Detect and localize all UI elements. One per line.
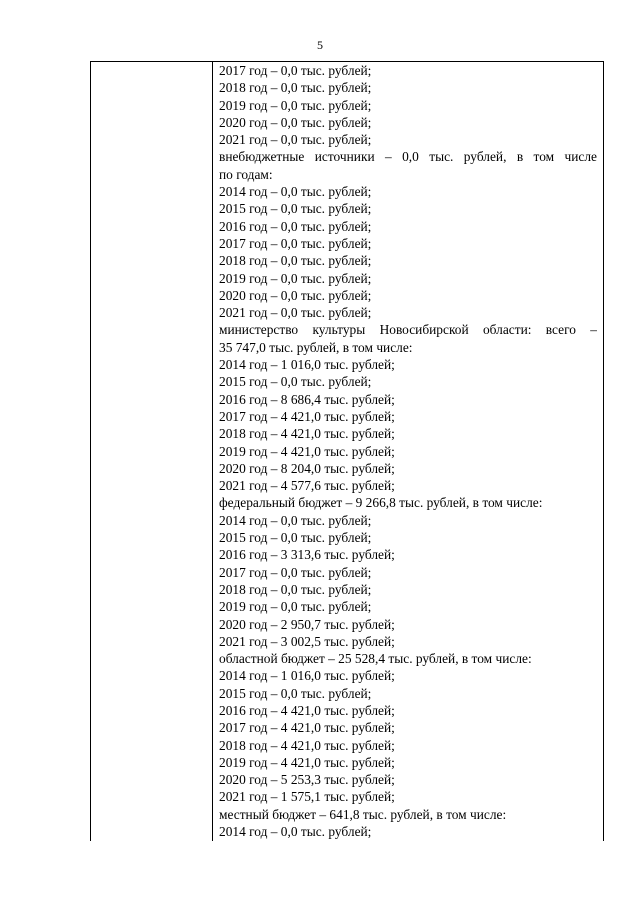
text-line: 2014 год – 1 016,0 тыс. рублей;: [219, 668, 395, 684]
text-line: 2015 год – 0,0 тыс. рублей;: [219, 685, 372, 701]
text-line: 2021 год – 3 002,5 тыс. рублей;: [219, 633, 395, 649]
text-line: министерство культуры Новосибирской области: всего –: [219, 322, 597, 338]
text-line: 2017 год – 0,0 тыс. рублей;: [219, 235, 372, 251]
text-line: 2019 год – 0,0 тыс. рублей;: [219, 97, 372, 113]
text-line: 2020 год – 2 950,7 тыс. рублей;: [219, 616, 395, 632]
text-line: федеральный бюджет – 9 266,8 тыс. рублей, в том числе:: [219, 495, 543, 511]
funding-table: [90, 61, 604, 841]
text-line: 2019 год – 0,0 тыс. рублей;: [219, 270, 372, 286]
text-line: 2017 год – 4 421,0 тыс. рублей;: [219, 720, 395, 736]
text-line: 2015 год – 0,0 тыс. рублей;: [219, 201, 372, 217]
text-line: 2019 год – 0,0 тыс. рублей;: [219, 599, 372, 615]
text-line: внебюджетные источники – 0,0 тыс. рублей, в том числе: [219, 149, 597, 165]
text-line: 2017 год – 4 421,0 тыс. рублей;: [219, 408, 395, 424]
text-line: 2017 год – 0,0 тыс. рублей;: [219, 564, 372, 580]
text-line: по годам:: [219, 166, 273, 182]
text-line: 2018 год – 0,0 тыс. рублей;: [219, 253, 372, 269]
text-line: областной бюджет – 25 528,4 тыс. рублей, в том числе:: [219, 651, 532, 667]
text-line: 2016 год – 0,0 тыс. рублей;: [219, 218, 372, 234]
text-line: 2019 год – 4 421,0 тыс. рублей;: [219, 443, 395, 459]
text-line: 2021 год – 0,0 тыс. рублей;: [219, 132, 372, 148]
text-line: 2020 год – 0,0 тыс. рублей;: [219, 114, 372, 130]
text-line: 2016 год – 4 421,0 тыс. рублей;: [219, 702, 395, 718]
text-line: 2014 год – 0,0 тыс. рублей;: [219, 512, 372, 528]
table-content-cell: [213, 62, 603, 841]
text-line: 2014 год – 1 016,0 тыс. рублей;: [219, 357, 395, 373]
page-number: 5: [317, 38, 323, 52]
text-line: 2015 год – 0,0 тыс. рублей;: [219, 530, 372, 546]
text-line: 2021 год – 4 577,6 тыс. рублей;: [219, 478, 395, 494]
text-line: 2016 год – 3 313,6 тыс. рублей;: [219, 547, 395, 563]
text-line: 2015 год – 0,0 тыс. рублей;: [219, 374, 372, 390]
text-line: 35 747,0 тыс. рублей, в том числе:: [219, 339, 413, 355]
text-line: 2021 год – 1 575,1 тыс. рублей;: [219, 789, 395, 805]
text-line: 2021 год – 0,0 тыс. рублей;: [219, 305, 372, 321]
text-line: 2018 год – 0,0 тыс. рублей;: [219, 581, 372, 597]
text-line: 2020 год – 5 253,3 тыс. рублей;: [219, 772, 395, 788]
text-line: 2016 год – 8 686,4 тыс. рублей;: [219, 391, 395, 407]
text-line: 2014 год – 0,0 тыс. рублей;: [219, 184, 372, 200]
text-line: 2018 год – 4 421,0 тыс. рублей;: [219, 426, 395, 442]
text-line: 2018 год – 4 421,0 тыс. рублей;: [219, 737, 395, 753]
text-line: 2017 год – 0,0 тыс. рублей;: [219, 63, 372, 78]
text-line: 2014 год – 0,0 тыс. рублей;: [219, 824, 372, 840]
text-line: 2020 год – 8 204,0 тыс. рублей;: [219, 460, 395, 476]
text-line: 2019 год – 4 421,0 тыс. рублей;: [219, 754, 395, 770]
table-label-cell: [91, 62, 213, 841]
text-line: 2020 год – 0,0 тыс. рублей;: [219, 287, 372, 303]
text-line: 2018 год – 0,0 тыс. рублей;: [219, 80, 372, 96]
text-line: местный бюджет – 641,8 тыс. рублей, в том числе:: [219, 806, 507, 822]
